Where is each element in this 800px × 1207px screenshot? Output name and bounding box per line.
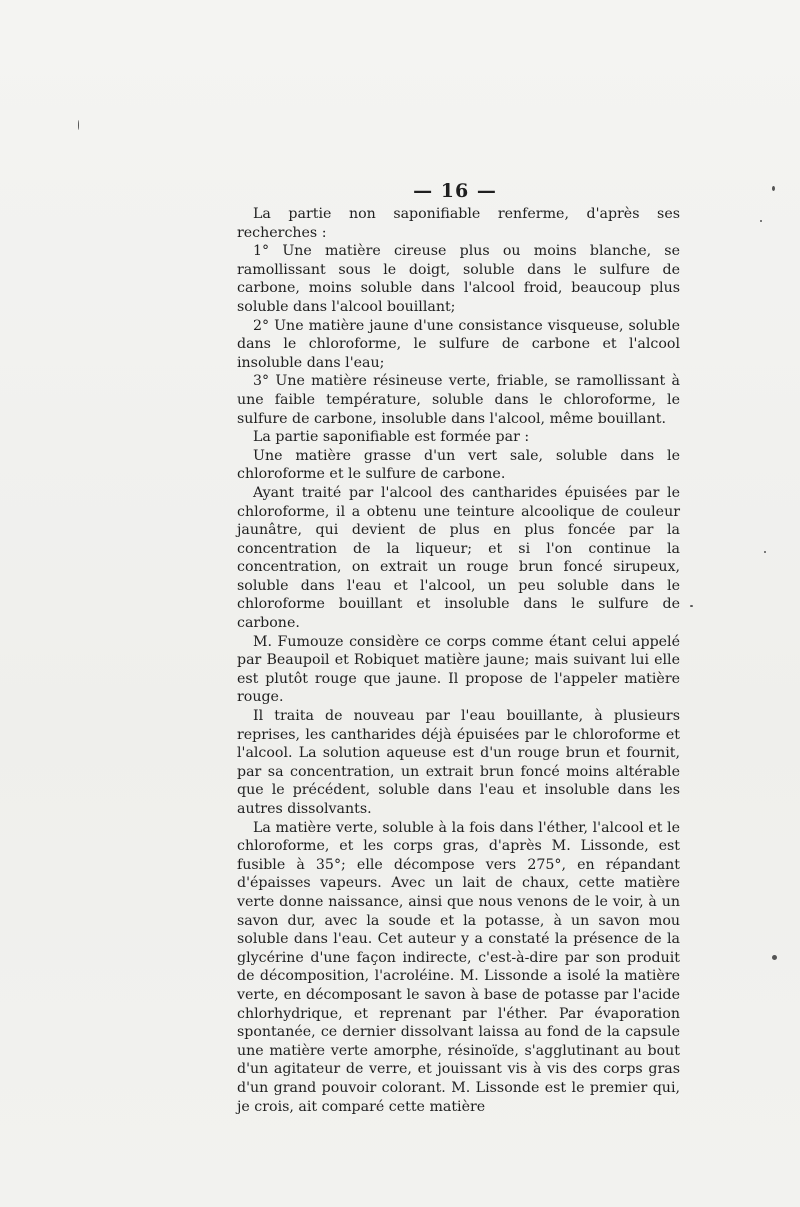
paragraph: Il traita de nouveau par l'eau bouillante, à plusieurs reprises, les cantharides déjà épuisées par le chloroforme et l'alcool. La solution aqueuse est d'un rouge brun et fournit, par sa concentration, un extrait brun foncé moins altérable que le précédent, soluble dans l'eau et insoluble dans les autres dissolvants. — [237, 708, 680, 817]
scan-speck — [78, 120, 79, 130]
scan-speck — [764, 551, 766, 553]
paragraph: M. Fumouze considère ce corps comme étant celui appelé par Beaupoil et Robiquet matière jaune; mais suivant lui elle est plutôt rouge que jaune. Il propose de l'appeler matière rouge. — [237, 633, 680, 706]
scan-speck — [772, 186, 775, 191]
paragraph: La matière verte, soluble à la fois dans l'éther, l'alcool et le chloroforme, et les corps gras, d'après M. Lissonde, est fusible à 35°; elle décompose vers 275°, en répandant d'épaisses vapeurs. Avec un lait de chaux, cette matière verte donne naissance, ainsi que nous venons de le voir, à un savon dur, avec la soude et la potasse, à un savon mou soluble dans l'eau. Cet auteur y a constaté la présence de la glycérine d'une façon indirecte, c'est-à-dire par son produit de décomposition, l'acroléine. M. Lissonde a isolé la matière verte, en décomposant le savon à base de potasse par l'acide chlorhydrique, et reprenant par l'éther. Par évaporation spontanée, ce dernier dissolvant laissa au fond de la capsule une matière verte amorphe, résinoïde, s'agglutinant au bout d'un agitateur de verre, et jouissant vis à vis des corps gras d'un grand pouvoir colorant. M. Lissonde est le premier qui, je crois, ait comparé cette matière — [237, 819, 680, 1115]
paragraph: La partie non saponifiable renferme, d'après ses recherches : — [237, 206, 680, 241]
scan-speck — [690, 605, 693, 607]
paragraph: Une matière grasse d'un vert sale, soluble dans le chloroforme et le sulfure de carbone. — [237, 447, 680, 483]
paragraph: 2° Une matière jaune d'une consistance visqueuse, soluble dans le chloroforme, le sulfure de carbone et l'alcool insoluble dans l'eau; — [237, 317, 680, 371]
paragraph: La partie saponifiable est formée par : — [253, 429, 530, 446]
scan-speck — [772, 955, 777, 960]
scan-speck — [760, 220, 762, 222]
body-text — [237, 205, 680, 1116]
paragraph: 3° Une matière résineuse verte, friable, se ramollissant à une faible température, soluble dans le chloroforme, le sulfure de carbone, insoluble dans l'alcool, même bouillant. — [237, 373, 680, 427]
paragraph: Ayant traité par l'alcool des cantharides épuisées par le chloroforme, il a obtenu une teinture alcoolique de couleur jaunâtre, qui devient de plus en plus foncée par la concentration de la liqueur; et si l'on continue la concentration, on extrait un rouge brun foncé sirupeux, soluble dans l'eau et l'alcool, un peu soluble dans le chloroforme bouillant et insoluble dans le sulfure de carbone. — [237, 484, 680, 632]
paragraph: 1° Une matière cireuse plus ou moins blanche, se ramollissant sous le doigt, soluble dans le sulfure de carbone, moins soluble dans l'alcool froid, beaucoup plus soluble dans l'alcool bouillant; — [237, 243, 680, 315]
page-number: — 16 — — [413, 180, 497, 202]
